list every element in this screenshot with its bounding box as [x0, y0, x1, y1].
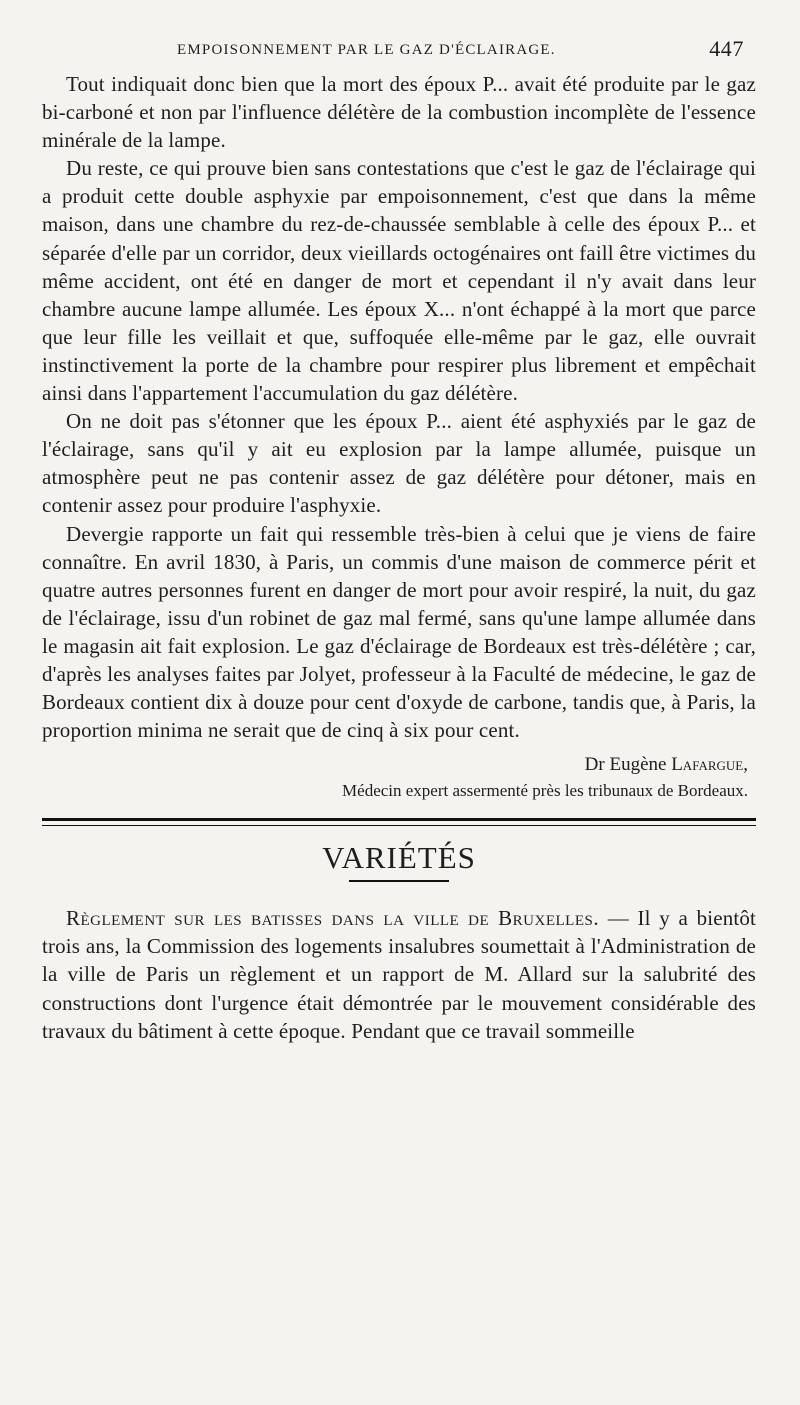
paragraph: Devergie rapporte un fait qui ressemble très-bien à celui que je viens de faire connaître. En avril 1830, à Paris, un commis d'une maison de commerce périt et quatre autres personnes furent en danger de mort pour avoir respiré, la nuit, du gaz de l'éclairage, issu d'un robinet de gaz mal fermé, sans qu'une lampe allumée dans le magasin ait fait explosion. Le gaz d'éclairage de Bordeaux est très-délétère ; car, d'après les analyses faites par Jolyet, professeur à la Faculté de médecine, le gaz de Bordeaux contient dix à douze pour cent d'oxyde de carbone, tandis que, à Paris, la proportion minima ne serait que de cinq à six pour cent.: [42, 521, 756, 743]
section-body: [42, 904, 756, 1044]
paragraph: Tout indiquait donc bien que la mort des époux P... avait été produite par le gaz bi-carboné et non par l'influence délétère de la combustion incomplète de l'essence minérale de la lampe.: [42, 72, 756, 153]
section-paragraph: [42, 904, 756, 1044]
section-divider: [42, 818, 756, 826]
book-page: [0, 36, 800, 1405]
section-lead: Règlement sur les batisses dans la ville de Bruxelles.: [66, 906, 600, 931]
running-title: EMPOISONNEMENT PAR LE GAZ D'ÉCLAIRAGE.: [177, 42, 556, 58]
paragraph: On ne doit pas s'étonner que les époux P... aient été asphyxiés par le gaz de l'éclairage, sans qu'il y ait eu explosion par la lampe allumée, puisque un atmosphère peut ne pas contenir assez de gaz délétère pour détoner, mais en contenir assez pour produire l'asphyxie.: [42, 409, 756, 518]
author-signature: [42, 752, 756, 804]
author-surname: Lafargue,: [671, 754, 748, 776]
article-body: [42, 70, 756, 744]
title-underline: [349, 880, 449, 882]
author-prefix: Dr Eugène: [584, 754, 672, 776]
author-name: [42, 752, 748, 778]
section-title: VARIÉTÉS: [322, 840, 476, 876]
running-head: [42, 36, 756, 70]
paragraph: Du reste, ce qui prouve bien sans contestations que c'est le gaz de l'éclairage qui a produit cette double asphyxie par empoisonnement, c'est que dans la même maison, dans une chambre du rez-de-chaussée semblable à celle des époux P... et séparée d'elle par un corridor, deux vieillards octogénaires ont faill être victimes du même accident, ont été en danger de mort et cependant il n'y avait dans leur chambre aucune lampe allumée. Les époux X... n'ont échappé à la mort que parce que leur fille les veillait et que, suffoquée elle-même par le gaz, elle ouvrait instinctivement la porte de la chambre pour respirer plus librement et empêchait ainsi dans l'appartement l'accumulation du gaz délétère.: [42, 156, 756, 406]
page-number: 447: [709, 36, 744, 61]
author-role: Médecin expert assermenté près les tribunaux de Bordeaux.: [342, 781, 748, 801]
section-text: — Il y a bientôt trois ans, la Commission des logements insalubres soumettait à l'Administration de la ville de Paris un règlement et un rapport de M. Allard sur la salubrité des constructions dont l'urgence était démontrée par le mouvement considérable des travaux du bâtiment à cette époque. Pendant que ce travail sommeille: [42, 906, 756, 1043]
